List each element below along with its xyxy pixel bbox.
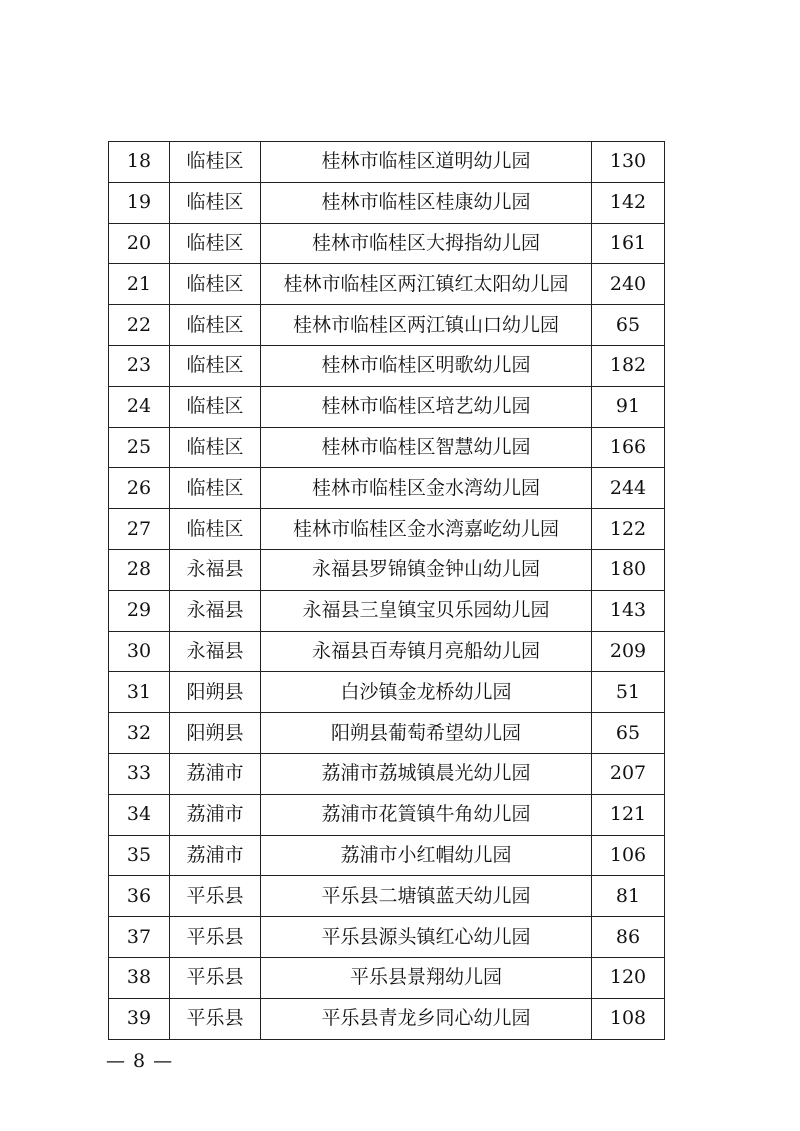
- page-number: — 8 —: [106, 1050, 174, 1072]
- count-cell: 209: [592, 631, 665, 672]
- count-cell: 121: [592, 794, 665, 835]
- row-number: 25: [109, 427, 170, 468]
- table-row: [109, 345, 665, 386]
- row-number: 26: [109, 468, 170, 509]
- row-number: 20: [109, 223, 170, 264]
- row-number: 30: [109, 631, 170, 672]
- table-row: [109, 182, 665, 223]
- kindergarten-name-cell: 荔浦市小红帽幼儿园: [261, 835, 592, 876]
- kindergarten-name-cell: 平乐县青龙乡同心幼儿园: [261, 998, 592, 1039]
- row-number: 18: [109, 142, 170, 183]
- district-cell: 荔浦市: [170, 753, 261, 794]
- count-cell: 142: [592, 182, 665, 223]
- row-number: 39: [109, 998, 170, 1039]
- table-row: [109, 386, 665, 427]
- table-row: [109, 590, 665, 631]
- kindergarten-name-cell: 阳朔县葡萄希望幼儿园: [261, 713, 592, 754]
- row-number: 38: [109, 957, 170, 998]
- count-cell: 180: [592, 549, 665, 590]
- table-row: [109, 794, 665, 835]
- table-row: [109, 917, 665, 958]
- kindergarten-name-cell: 桂林市临桂区智慧幼儿园: [261, 427, 592, 468]
- row-number: 33: [109, 753, 170, 794]
- count-cell: 86: [592, 917, 665, 958]
- row-number: 19: [109, 182, 170, 223]
- count-cell: 51: [592, 672, 665, 713]
- table-row: [109, 998, 665, 1039]
- district-cell: 临桂区: [170, 142, 261, 183]
- district-cell: 平乐县: [170, 917, 261, 958]
- kindergarten-name-cell: 桂林市临桂区培艺幼儿园: [261, 386, 592, 427]
- table-row: [109, 713, 665, 754]
- table-row: [109, 509, 665, 550]
- table-row: [109, 672, 665, 713]
- district-cell: 临桂区: [170, 386, 261, 427]
- count-cell: 65: [592, 713, 665, 754]
- row-number: 22: [109, 305, 170, 346]
- count-cell: 244: [592, 468, 665, 509]
- table-row: [109, 468, 665, 509]
- kindergarten-name-cell: 白沙镇金龙桥幼儿园: [261, 672, 592, 713]
- count-cell: 81: [592, 876, 665, 917]
- kindergarten-name-cell: 桂林市临桂区两江镇山口幼儿园: [261, 305, 592, 346]
- table-body: [109, 142, 665, 1040]
- table-row: [109, 957, 665, 998]
- district-cell: 临桂区: [170, 427, 261, 468]
- row-number: 29: [109, 590, 170, 631]
- table-row: [109, 264, 665, 305]
- kindergarten-table: [108, 141, 665, 1040]
- kindergarten-name-cell: 桂林市临桂区明歌幼儿园: [261, 345, 592, 386]
- row-number: 31: [109, 672, 170, 713]
- count-cell: 65: [592, 305, 665, 346]
- kindergarten-name-cell: 桂林市临桂区道明幼儿园: [261, 142, 592, 183]
- district-cell: 临桂区: [170, 509, 261, 550]
- table-row: [109, 549, 665, 590]
- district-cell: 永福县: [170, 631, 261, 672]
- district-cell: 临桂区: [170, 305, 261, 346]
- row-number: 24: [109, 386, 170, 427]
- row-number: 36: [109, 876, 170, 917]
- count-cell: 161: [592, 223, 665, 264]
- district-cell: 阳朔县: [170, 713, 261, 754]
- district-cell: 荔浦市: [170, 794, 261, 835]
- district-cell: 永福县: [170, 549, 261, 590]
- kindergarten-name-cell: 桂林市临桂区两江镇红太阳幼儿园: [261, 264, 592, 305]
- district-cell: 平乐县: [170, 876, 261, 917]
- kindergarten-name-cell: 荔浦市荔城镇晨光幼儿园: [261, 753, 592, 794]
- count-cell: 106: [592, 835, 665, 876]
- table-row: [109, 305, 665, 346]
- kindergarten-name-cell: 平乐县景翔幼儿园: [261, 957, 592, 998]
- count-cell: 240: [592, 264, 665, 305]
- district-cell: 平乐县: [170, 998, 261, 1039]
- kindergarten-name-cell: 桂林市临桂区金水湾嘉屹幼儿园: [261, 509, 592, 550]
- table-row: [109, 142, 665, 183]
- table-row: [109, 753, 665, 794]
- row-number: 34: [109, 794, 170, 835]
- kindergarten-name-cell: 荔浦市花篢镇牛角幼儿园: [261, 794, 592, 835]
- count-cell: 122: [592, 509, 665, 550]
- district-cell: 临桂区: [170, 182, 261, 223]
- district-cell: 临桂区: [170, 345, 261, 386]
- row-number: 32: [109, 713, 170, 754]
- district-cell: 临桂区: [170, 468, 261, 509]
- kindergarten-name-cell: 平乐县二塘镇蓝天幼儿园: [261, 876, 592, 917]
- row-number: 27: [109, 509, 170, 550]
- district-cell: 永福县: [170, 590, 261, 631]
- kindergarten-name-cell: 桂林市临桂区金水湾幼儿园: [261, 468, 592, 509]
- count-cell: 166: [592, 427, 665, 468]
- count-cell: 143: [592, 590, 665, 631]
- table-row: [109, 835, 665, 876]
- row-number: 35: [109, 835, 170, 876]
- count-cell: 91: [592, 386, 665, 427]
- count-cell: 207: [592, 753, 665, 794]
- kindergarten-name-cell: 永福县罗锦镇金钟山幼儿园: [261, 549, 592, 590]
- kindergarten-name-cell: 桂林市临桂区桂康幼儿园: [261, 182, 592, 223]
- district-cell: 临桂区: [170, 223, 261, 264]
- count-cell: 108: [592, 998, 665, 1039]
- count-cell: 182: [592, 345, 665, 386]
- district-cell: 临桂区: [170, 264, 261, 305]
- kindergarten-name-cell: 永福县三皇镇宝贝乐园幼儿园: [261, 590, 592, 631]
- table-row: [109, 876, 665, 917]
- district-cell: 荔浦市: [170, 835, 261, 876]
- table-row: [109, 631, 665, 672]
- row-number: 23: [109, 345, 170, 386]
- district-cell: 阳朔县: [170, 672, 261, 713]
- table-row: [109, 223, 665, 264]
- count-cell: 120: [592, 957, 665, 998]
- kindergarten-name-cell: 永福县百寿镇月亮船幼儿园: [261, 631, 592, 672]
- row-number: 37: [109, 917, 170, 958]
- count-cell: 130: [592, 142, 665, 183]
- district-cell: 平乐县: [170, 957, 261, 998]
- row-number: 28: [109, 549, 170, 590]
- row-number: 21: [109, 264, 170, 305]
- table-row: [109, 427, 665, 468]
- kindergarten-name-cell: 桂林市临桂区大拇指幼儿园: [261, 223, 592, 264]
- kindergarten-name-cell: 平乐县源头镇红心幼儿园: [261, 917, 592, 958]
